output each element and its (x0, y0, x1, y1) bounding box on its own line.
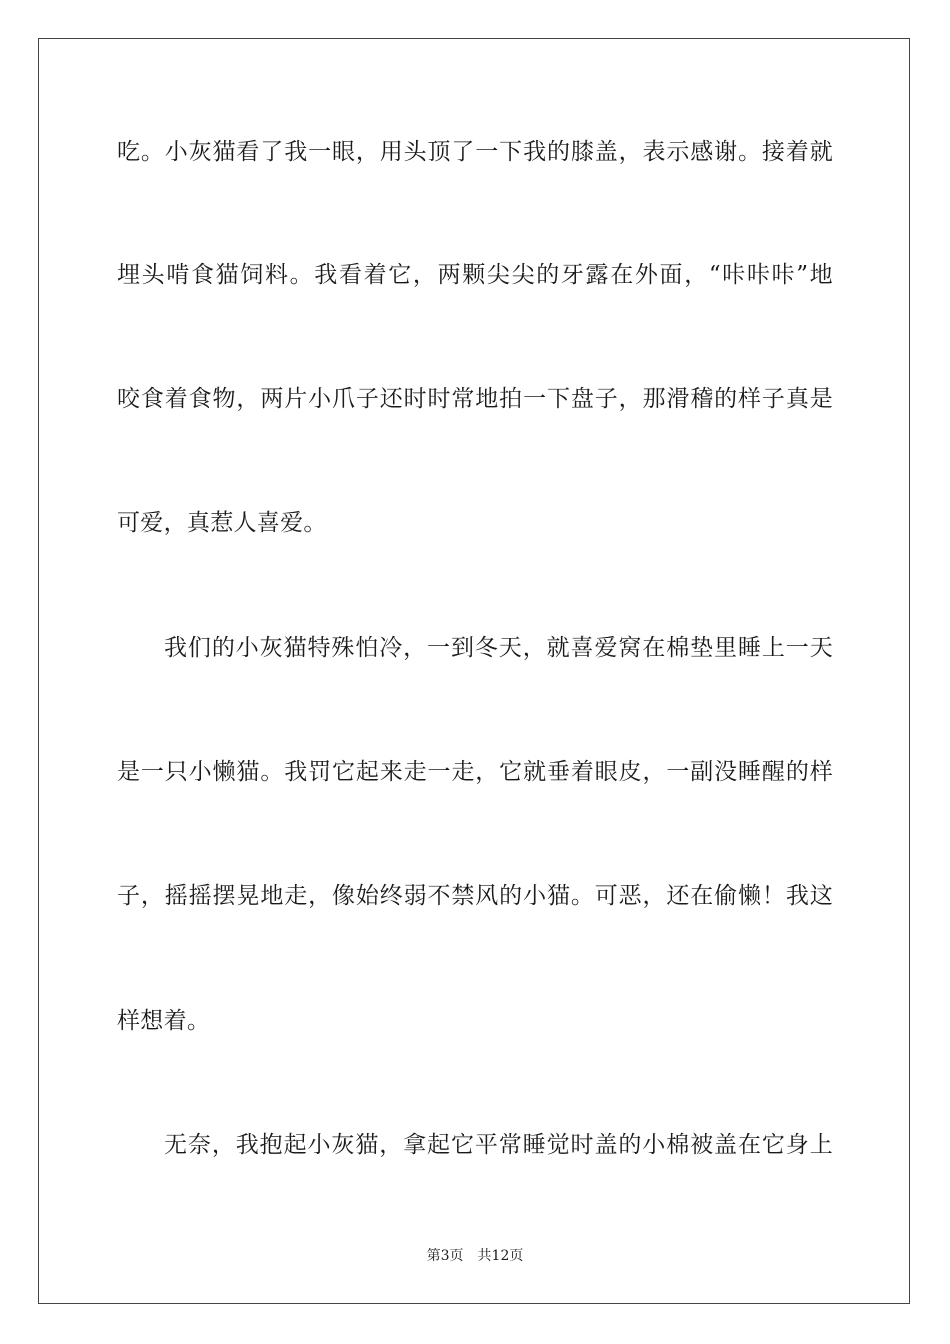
paragraph-first-line: 无奈，我抱起小灰猫，拿起它平常睡觉时盖的小棉被盖在它身上 (164, 1132, 833, 1158)
text-line: 吃。小灰猫看了我一眼，用头顶了一下我的膝盖，表示感谢。接着就 (117, 139, 833, 165)
text-line: 可爱，真惹人喜爱。 (117, 510, 327, 536)
text-line: 咬食着食物，两片小爪子还时时常地拍一下盘子，那滑稽的样子真是 (117, 386, 833, 412)
page-number: 第3页 (426, 1248, 464, 1264)
text-line: 子，摇摇摆晃地走，像始终弱不禁风的小猫。可恶，还在偷懒！我这 (117, 883, 833, 909)
text-line: 埋头啃食猫饲料。我看着它，两颗尖尖的牙露在外面，“咔咔咔”地 (117, 262, 833, 288)
text-line: 是一只小懒猫。我罚它起来走一走，它就垂着眼皮，一副没睡醒的样 (117, 759, 833, 785)
paragraph-first-line: 我们的小灰猫特殊怕冷，一到冬天，就喜爱窝在棉垫里睡上一天 (164, 635, 833, 661)
page-total: 共12页 (477, 1248, 524, 1264)
page-footer (0, 1247, 950, 1265)
page-border (38, 38, 910, 1304)
text-line: 样想着。 (117, 1008, 211, 1034)
